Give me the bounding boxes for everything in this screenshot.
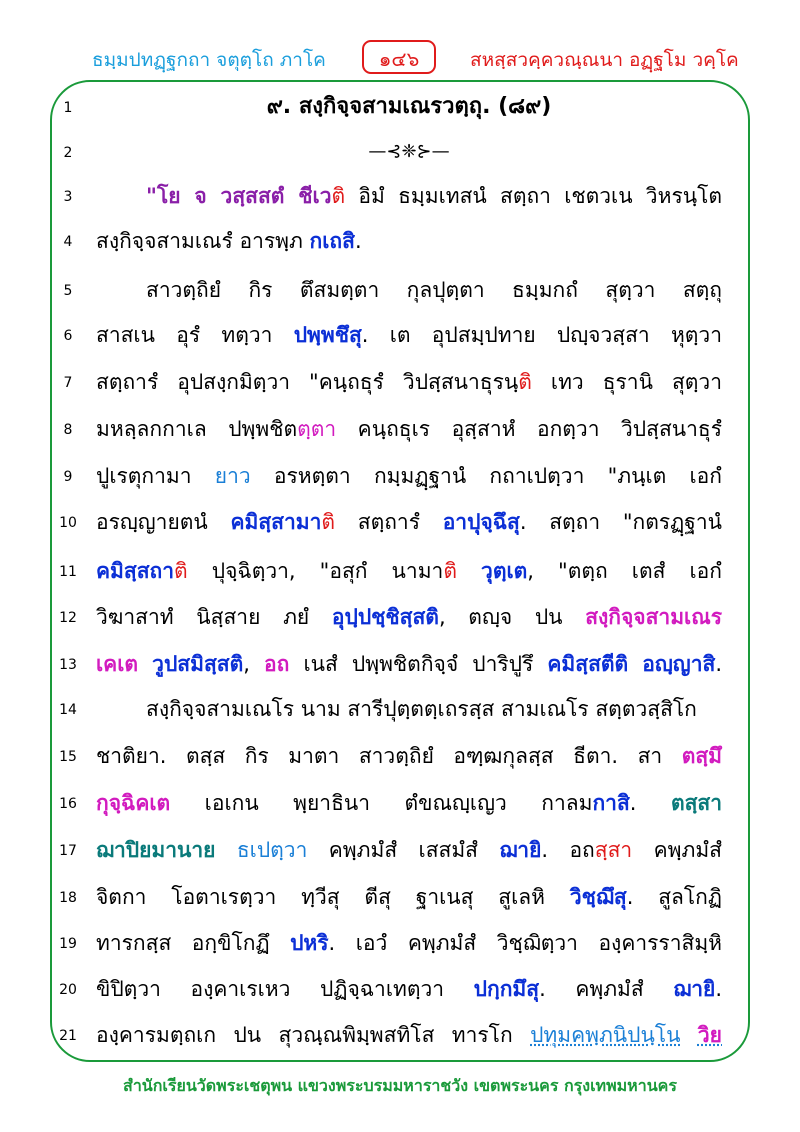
ornament-divider: —⊰❈⊱— (368, 141, 450, 162)
line-number: 7 (63, 375, 73, 391)
line-number: 13 (59, 657, 77, 673)
text-line (0, 970, 800, 1010)
line-text: ปูเรตุกามา ยาว อรหตฺตา กมฺมฏฺฐานํ กถาเปตฺวา "ภนฺเต เอกํ (96, 464, 722, 488)
line-number: 14 (59, 702, 77, 718)
line-text: สงฺกิจฺจสามเณโร นาม สารีปุตฺตตฺเถรสฺส สามเณโร สตฺตวสฺสิโก (146, 697, 697, 721)
line-text: ฌาปิยมานาย ธเปตฺวา คพฺภมํสํ เสสมํสํ ฌายิ. อถสฺสา คพฺภมํสํ (96, 838, 722, 862)
line-text: ทารกสฺส อกฺขิโกฏึ ปหริ. เอวํ คพฺภมํสํ วิชฺฌิตฺวา องฺคารราสิมฺหิ (96, 931, 723, 955)
line-text: เคเต วูปสมิสฺสติ, อถ เนสํ ปพฺพชิตกิจฺจํ ปาริปูรึ คมิสฺสตีติ อญฺญาสิ. (96, 652, 722, 676)
text-line (0, 878, 800, 918)
line-number: 18 (59, 890, 77, 906)
text-line (0, 503, 800, 543)
text-line (0, 222, 800, 262)
line-number: 9 (63, 469, 73, 485)
text-line (0, 645, 800, 685)
line-number: 11 (59, 564, 77, 580)
page-header (0, 40, 800, 80)
line-text: องฺคารมตฺถเก ปน สุวณฺณพิมฺพสทิโส ทารโก ปทุมคพฺภนิปนฺโน วิย (96, 1023, 722, 1047)
line-number: 19 (59, 936, 77, 952)
line-text: สงฺกิจฺจสามเณรํ อารพฺภ กเถสิ. (96, 229, 362, 253)
text-line (0, 784, 800, 824)
line-text: อรญฺญายตนํ คมิสฺสามาติ สตฺถารํ อาปุจฺฉึสุ. สตฺถา "กตรฏฺฐานํ (96, 510, 722, 534)
line-text: มหลฺลกกาเล ปพฺพชิตตฺตา คนฺถธุเร อุสฺสาหํ อกตฺวา วิปสฺสนาธุรํ (96, 417, 723, 441)
text-line (0, 1016, 800, 1056)
line-number: 5 (63, 283, 73, 299)
line-number: 15 (59, 749, 77, 765)
line-text: "โย จ วสฺสสตํ ชีเวติ อิมํ ธมฺมเทสนํ สตฺถา เชตวเน วิหรนฺโต (146, 184, 722, 208)
text-line (0, 177, 800, 217)
line-number: 17 (59, 843, 77, 859)
text-line (0, 363, 800, 403)
line-number: 16 (59, 796, 77, 812)
line-number: 21 (59, 1028, 77, 1044)
line-text: สาวตฺถิยํ กิร ตึสมตฺตา กุลปุตฺตา ธมฺมกถํ สุตฺวา สตฺถุ (146, 278, 722, 302)
line-text: ขิปิตฺวา องฺคาเรเหว ปฏิจฺฉาเทตฺวา ปกฺกมึสุ. คพฺภมํสํ ฌายิ. (96, 977, 723, 1001)
story-title: ๙. สงฺกิจฺจสามเณรวตฺถุ. (๘๙) (266, 94, 552, 119)
text-line (0, 598, 800, 638)
text-line (0, 410, 800, 450)
text-line (0, 457, 800, 497)
text-line (0, 924, 800, 964)
page-footer: สำนักเรียนวัดพระเชตุพน แขวงพระบรมมหาราชวัง เขตพระนคร กรุงเทพมหานคร (123, 1076, 677, 1095)
text-line (0, 690, 800, 730)
text-line (0, 737, 800, 777)
line-text: วิฆาสาทํ นิสฺสาย ภยํ อุปฺปชฺชิสฺสติ, ตญฺจ ปน สงฺกิจฺจสามเณร (96, 605, 722, 629)
line-text: กุจฺฉิคเต เอเกน พฺยาธินา ตํขณญฺเญว กาลมกาสิ. ตสฺสา (96, 791, 723, 815)
line-number: 4 (63, 234, 73, 250)
line-number: 2 (63, 145, 73, 161)
line-number: 6 (63, 328, 73, 344)
text-line (0, 88, 800, 128)
text-line (0, 831, 800, 871)
line-text: ชาติยา. ตสฺส กิร มาตา สาวตฺถิยํ อฑฺฒกุลสฺส ธีตา. สา ตสฺมึ (96, 744, 722, 768)
text-line (0, 316, 800, 356)
page-number-box: ๑๔๖ (362, 40, 436, 74)
chapter-title: สหสฺสวคฺควณฺณนา อฏฺฐโม วคฺโค (470, 49, 739, 71)
line-number: 8 (63, 422, 73, 438)
book-title: ธมฺมปทฏฺฐกถา จตุตฺโถ ภาโค (92, 49, 326, 71)
line-text: คมิสฺสถาติ ปุจฺฉิตฺวา, "อสุกํ นามาติ วุตฺเต, "ตตฺถ เตสํ เอกํ (96, 559, 722, 583)
line-text: จิตกา โอตาเรตฺวา ทฺวีสุ ตีสุ ฐาเนสุ สูเลหิ วิชฺฌึสุ. สูลโกฏิ (96, 885, 722, 909)
line-number: 12 (59, 610, 77, 626)
line-number: 3 (63, 189, 73, 205)
line-text: สตฺถารํ อุปสงฺกมิตฺวา "คนฺถธุรํ วิปสฺสนาธุรนฺติ เทว ธุรานิ สุตฺวา (96, 370, 722, 394)
line-text: สาสเน อุรํ ทตฺวา ปพฺพชึสุ. เต อุปสมฺปทาย ปญฺจวสฺสา หุตฺวา (96, 323, 723, 347)
text-line (0, 271, 800, 311)
line-number: 1 (63, 100, 73, 116)
line-number: 10 (59, 515, 77, 531)
text-line (0, 133, 800, 173)
text-line (0, 552, 800, 592)
line-number: 20 (59, 982, 77, 998)
